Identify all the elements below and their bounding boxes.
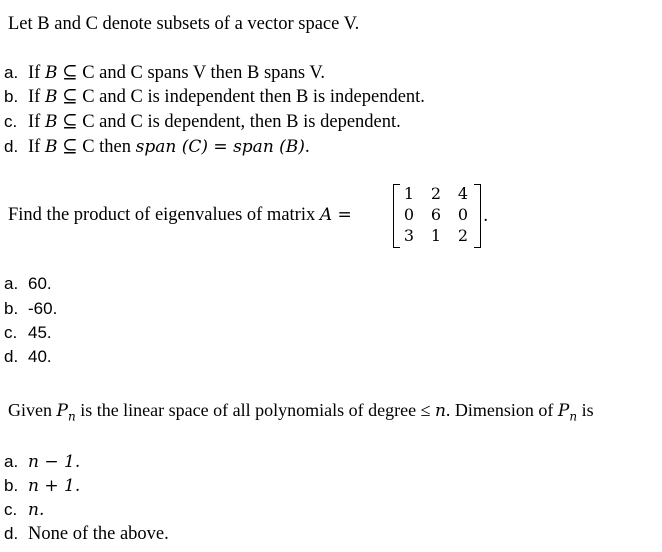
matrix-lhs: A = [319,205,352,225]
matrix-cell: 3 [403,226,415,245]
q2-option-c: c. 45. [4,323,52,342]
right-bracket [474,184,481,248]
question-2-stem: Find the product of eigenvalues of matrix A = [8,205,352,225]
matrix-cell: 0 [457,205,469,224]
q3-option-c: c. n. [4,500,45,520]
question-3-stem: Given $P_n$ is the linear space of all polynomials of degree ≤ n. Dimension of $P_n$ is [8,400,594,424]
matrix-cell: 0 [403,205,415,224]
matrix-a [393,184,481,248]
matrix-cell: 6 [430,205,442,224]
option-label: c. [4,500,18,519]
q1-option-b: b. If B ⊆ C and C is independent then B is independent. [4,87,425,107]
matrix-period: . [483,206,489,226]
span-expression: span (C) = span (B) [135,137,305,157]
option-label: a. [4,274,19,293]
q1-option-a: a. If B ⊆ C and C spans V then B spans V. [4,63,325,83]
option-label: d. [4,524,19,543]
matrix-cell: 1 [430,226,442,245]
matrix-cell: 1 [403,184,415,203]
option-label: b. [4,87,19,106]
q1-option-c: c. If B ⊆ C and C is dependent, then B is dependent. [4,112,401,132]
option-label: a. [4,63,19,82]
question-1-stem: Let B and C denote subsets of a vector space V. [8,14,360,34]
matrix-cell: 4 [457,184,469,203]
q3-option-b: b. n + 1. [4,476,81,496]
q3-option-d: d. None of the above. [4,524,169,544]
q2-option-a: a. 60. [4,274,52,293]
q1-option-d: d. If B ⊆ C then span (C) = span (B). [4,137,310,157]
q2-option-b: b. -60. [4,299,58,318]
matrix-cell: 2 [457,226,469,245]
q2-option-d: d. 40. [4,347,52,366]
option-label: d. [4,137,19,156]
option-label: a. [4,452,19,471]
option-label: b. [4,299,19,318]
option-label: b. [4,476,19,495]
option-label: c. [4,112,18,131]
option-label: d. [4,347,19,366]
option-label: c. [4,323,18,342]
matrix-cell: 2 [430,184,442,203]
q3-option-a: a. n − 1. [4,452,81,472]
